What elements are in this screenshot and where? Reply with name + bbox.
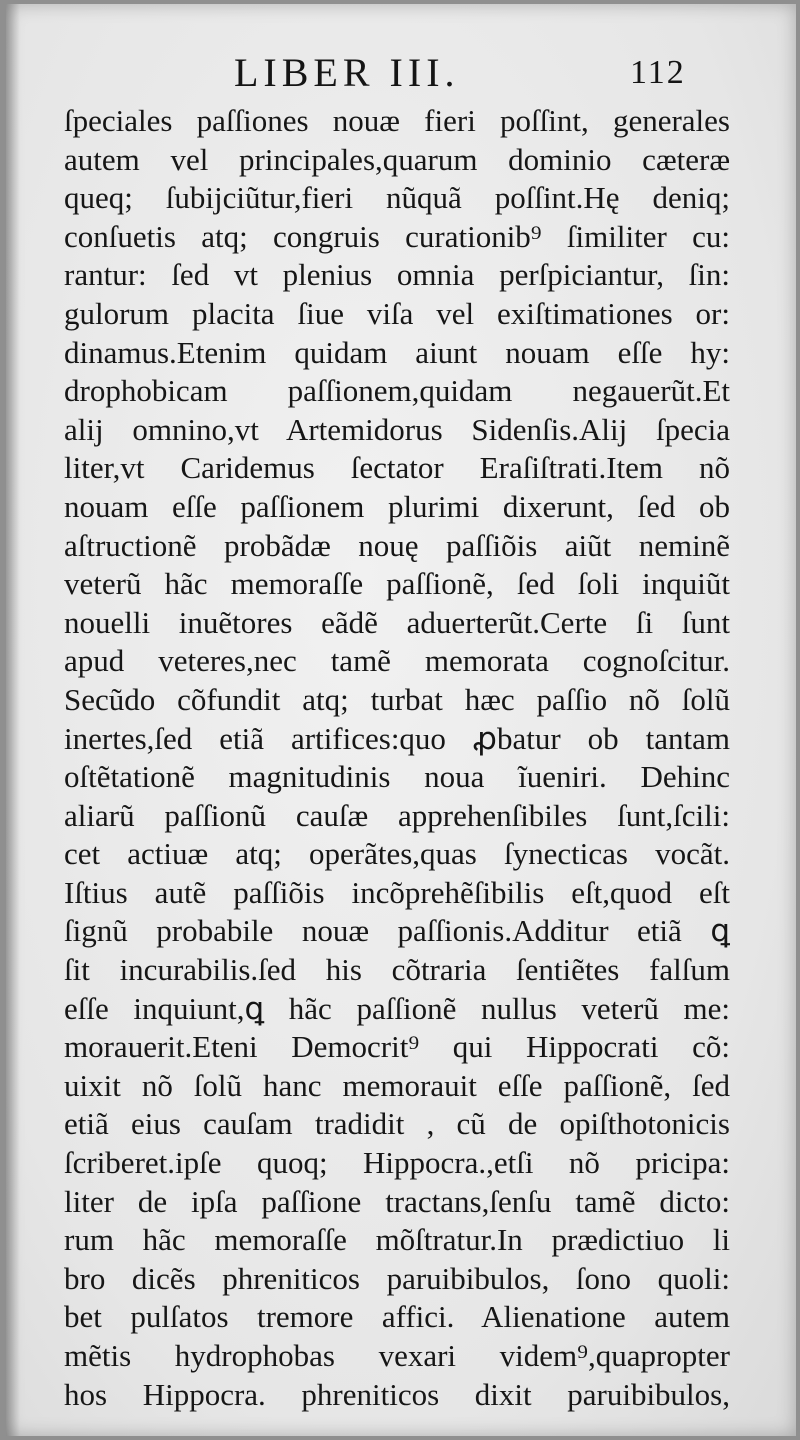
text-line: conſuetis atq; congruis curationib⁹ ſimiliter cu: [64,218,730,254]
text-line: rantur: ſed vt plenius omnia perſpiciantur, ſin: [64,257,730,293]
page-number: 112 [630,54,686,91]
book-page [6,4,796,1436]
text-line: apud veteres,nec tamẽ memorata cognoſcitur. [64,643,730,679]
text-line: Iſtius autẽ paſſiõis incõprehẽſibilis eſt,quod eſt [64,874,730,910]
text-line: veterũ hãc memoraſſe paſſionẽ, ſed ſoli inquiũt [64,566,730,602]
text-line: rum hãc memoraſſe mõſtratur.In prædictiuo li [64,1222,730,1258]
text-line: Secũdo cõfundit atq; turbat hæc paſſio nõ ſolũ [64,681,730,717]
text-block [64,102,730,1414]
text-line: cet actiuæ atq; operãtes,quas ſynecticas vocãt. [64,836,730,872]
text-line: liter,vt Caridemus ſectator Eraſiſtrati.Item nõ [64,450,730,486]
text-line: gulorum placita ſiue viſa vel exiſtimationes or: [64,295,730,331]
text-line: hos Hippocra. phreniticos dixit paruibibulos, [64,1376,730,1412]
text-line: alij omnino,vt Artemidorus Sidenſis.Alij ſpecia [64,411,730,447]
text-line: nouelli inuẽtores eãdẽ aduerterũt.Certe ſi ſunt [64,604,730,640]
text-line: ſpeciales paſſiones nouæ fieri poſſint, generales [64,103,730,138]
text-line: ſit incurabilis.ſed his cõtraria ſentiẽtes falſum [64,952,730,988]
text-line: liter de ipſa paſſione tractans,ſenſu tamẽ dicto: [64,1183,730,1219]
text-line: queq; ſubijciũtur,fieri nũquã poſſint.Hę deniq; [64,180,730,216]
text-line: dinamus.Etenim quidam aiunt nouam eſſe hy: [64,334,730,370]
running-head: LIBER III. [234,50,460,95]
text-line: etiã eius cauſam tradidit , cũ de opiſthotonicis [64,1106,730,1142]
text-line: aliarũ paſſionũ cauſæ apprehenſibiles ſunt,ſcili: [64,797,730,833]
gutter-shadow [6,4,20,1436]
text-line: aſtructionẽ probãdæ nouę paſſiõis aiũt neminẽ [64,527,730,563]
text-line: mẽtis hydrophobas vexari videm⁹,quapropter [64,1338,730,1373]
text-line: uixit nõ ſolũ hanc memorauit eſſe paſſionẽ, ſed [64,1067,730,1103]
text-line: inertes,ſed etiã artifices:quo ꝓbatur ob tantam [64,720,730,756]
text-line: morauerit.Eteni Democrit⁹ qui Hippocrati cõ: [64,1029,730,1065]
text-line: bro dicẽs phreniticos paruibibulos, ſono quoli: [64,1260,730,1296]
text-line: ſcriberet.ipſe quoq; Hippocra.,etſi nõ pricipa: [64,1145,730,1181]
page-header [6,48,796,98]
text-line: nouam eſſe paſſionem plurimi dixerunt, ſed ob [64,488,730,524]
text-line: eſſe inquiunt,ꝗ hãc paſſionẽ nullus veterũ me: [64,990,730,1026]
text-line: oſtẽtationẽ magnitudinis noua ĩueniri. Dehinc [64,759,730,795]
text-line: ſignũ probabile nouæ paſſionis.Additur etiã ꝗ [64,913,730,949]
text-line: bet pulſatos tremore affici. Alienatione autem [64,1299,730,1335]
text-line: autem vel principales,quarum dominio cæteræ [64,141,730,177]
text-line: drophobicam paſſionem,quidam negauerũt.Et [64,373,730,409]
